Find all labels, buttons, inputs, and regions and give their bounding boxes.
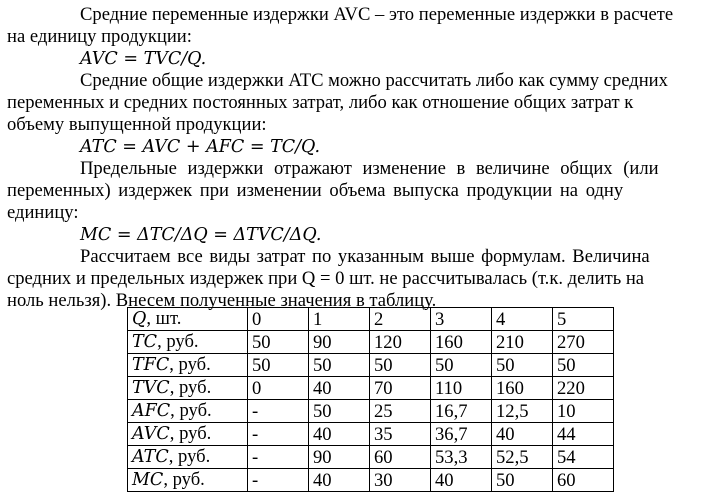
- table-cell: 210: [492, 331, 553, 354]
- row-label-symbol: AVC: [132, 424, 170, 444]
- table-cell: 40: [309, 377, 370, 400]
- calc-line-1: Рассчитаем все виды затрат по указанным выше формулам. Величина: [80, 246, 650, 267]
- table-cell: 54: [553, 446, 614, 469]
- table-cell: 40: [492, 423, 553, 446]
- table-cell: 36,7: [431, 423, 492, 446]
- text-line: [7, 26, 713, 48]
- table-cell: 50: [492, 354, 553, 377]
- atc-intro-line-3: объему выпущенной продукции:: [7, 114, 267, 135]
- table-cell: 40: [309, 469, 370, 492]
- mc-intro-line-2: переменных) издержек при изменении объема выпуска продукции на одну: [7, 180, 624, 201]
- table-row: [128, 308, 614, 331]
- table-cell: -: [248, 423, 309, 446]
- table-cell: 2: [370, 308, 431, 331]
- row-label-symbol: Q: [132, 309, 147, 329]
- mc-intro-line-1: Предельные издержки отражают изменение в величине общих (или: [80, 158, 659, 179]
- table-row: [128, 354, 614, 377]
- table-cell: 53,3: [431, 446, 492, 469]
- table-cell: -: [248, 469, 309, 492]
- table-cell: 3: [431, 308, 492, 331]
- row-label-unit: , руб.: [169, 354, 211, 375]
- table-cell: 0: [248, 377, 309, 400]
- row-label-unit: , руб.: [169, 423, 212, 444]
- table-cell: 12,5: [492, 400, 553, 423]
- table-row: [128, 377, 614, 400]
- table-cell: 60: [553, 469, 614, 492]
- atc-intro-line-1: Средние общие издержки ATC можно рассчитать либо как сумму средних: [80, 70, 668, 91]
- table-cell: 50: [492, 469, 553, 492]
- atc-intro-line-2: переменных и средних постоянных затрат, либо как отношение общих затрат к: [7, 92, 634, 113]
- avc-formula: AVC = TVC/Q.: [80, 49, 207, 69]
- cost-table-body: [128, 308, 614, 492]
- table-cell: 4: [492, 308, 553, 331]
- row-label-unit: , руб.: [169, 377, 212, 398]
- table-cell: 44: [553, 423, 614, 446]
- row-label: [128, 423, 248, 446]
- table-row: [128, 331, 614, 354]
- row-label-symbol: TFC: [132, 355, 170, 375]
- table-cell: 50: [553, 354, 614, 377]
- text-line: [80, 4, 713, 26]
- avc-intro-line-1: Средние переменные издержки AVC – это переменные издержки в расчете: [80, 4, 674, 25]
- row-label: [128, 400, 248, 423]
- row-label: [128, 308, 248, 331]
- table-cell: -: [248, 400, 309, 423]
- table-cell: 5: [553, 308, 614, 331]
- table-cell: 160: [492, 377, 553, 400]
- table-cell: -: [248, 446, 309, 469]
- table-cell: 50: [370, 354, 431, 377]
- table-cell: 70: [370, 377, 431, 400]
- table-cell: 50: [431, 354, 492, 377]
- table-cell: 50: [309, 400, 370, 423]
- row-label-symbol: AFC: [132, 401, 171, 421]
- table-cell: 90: [309, 331, 370, 354]
- table-row: [128, 423, 614, 446]
- table-row: [128, 469, 614, 492]
- table-cell: 50: [248, 354, 309, 377]
- table-cell: 270: [553, 331, 614, 354]
- table-cell: 90: [309, 446, 370, 469]
- table-cell: 50: [248, 331, 309, 354]
- table-cell: 110: [431, 377, 492, 400]
- row-label: [128, 331, 248, 354]
- table-cell: 10: [553, 400, 614, 423]
- calc-line-3: ноль нельзя). Внесем полученные значения в таблицу.: [7, 290, 437, 311]
- table-row: [128, 446, 614, 469]
- row-label-symbol: ATC: [132, 447, 169, 467]
- row-label-unit: , руб.: [157, 331, 199, 352]
- row-label: [128, 377, 248, 400]
- table-cell: 40: [309, 423, 370, 446]
- avc-intro-line-2: на единицу продукции:: [7, 26, 192, 47]
- calc-line-2: средних и предельных издержек при Q = 0 шт. не рассчитывалась (т.к. делить на: [7, 268, 645, 289]
- mc-formula: MC = ΔTC/ΔQ = ΔTVC/ΔQ.: [80, 225, 322, 245]
- row-label-unit: , руб.: [163, 469, 205, 490]
- row-label-symbol: TVC: [132, 378, 170, 398]
- table-cell: 220: [553, 377, 614, 400]
- row-label: [128, 354, 248, 377]
- table-cell: 1: [309, 308, 370, 331]
- row-label: [128, 469, 248, 492]
- table-cell: 35: [370, 423, 431, 446]
- table-row: [128, 400, 614, 423]
- table-cell: 60: [370, 446, 431, 469]
- table-cell: 50: [309, 354, 370, 377]
- row-label-unit: , шт.: [146, 308, 182, 329]
- table-cell: 30: [370, 469, 431, 492]
- table-cell: 16,7: [431, 400, 492, 423]
- table-cell: 160: [431, 331, 492, 354]
- mc-intro-line-3: единицу:: [7, 202, 79, 223]
- table-cell: 120: [370, 331, 431, 354]
- row-label: [128, 446, 248, 469]
- table-cell: 0: [248, 308, 309, 331]
- table-cell: 52,5: [492, 446, 553, 469]
- row-label-unit: , руб.: [168, 446, 211, 467]
- table-cell: 25: [370, 400, 431, 423]
- row-label-symbol: TC: [132, 332, 158, 352]
- table-cell: 40: [431, 469, 492, 492]
- row-label-symbol: MC: [132, 470, 164, 490]
- atc-formula: ATC = AVC + AFC = TC/Q.: [80, 137, 321, 157]
- row-label-unit: , руб.: [170, 400, 212, 421]
- cost-table: [127, 307, 614, 492]
